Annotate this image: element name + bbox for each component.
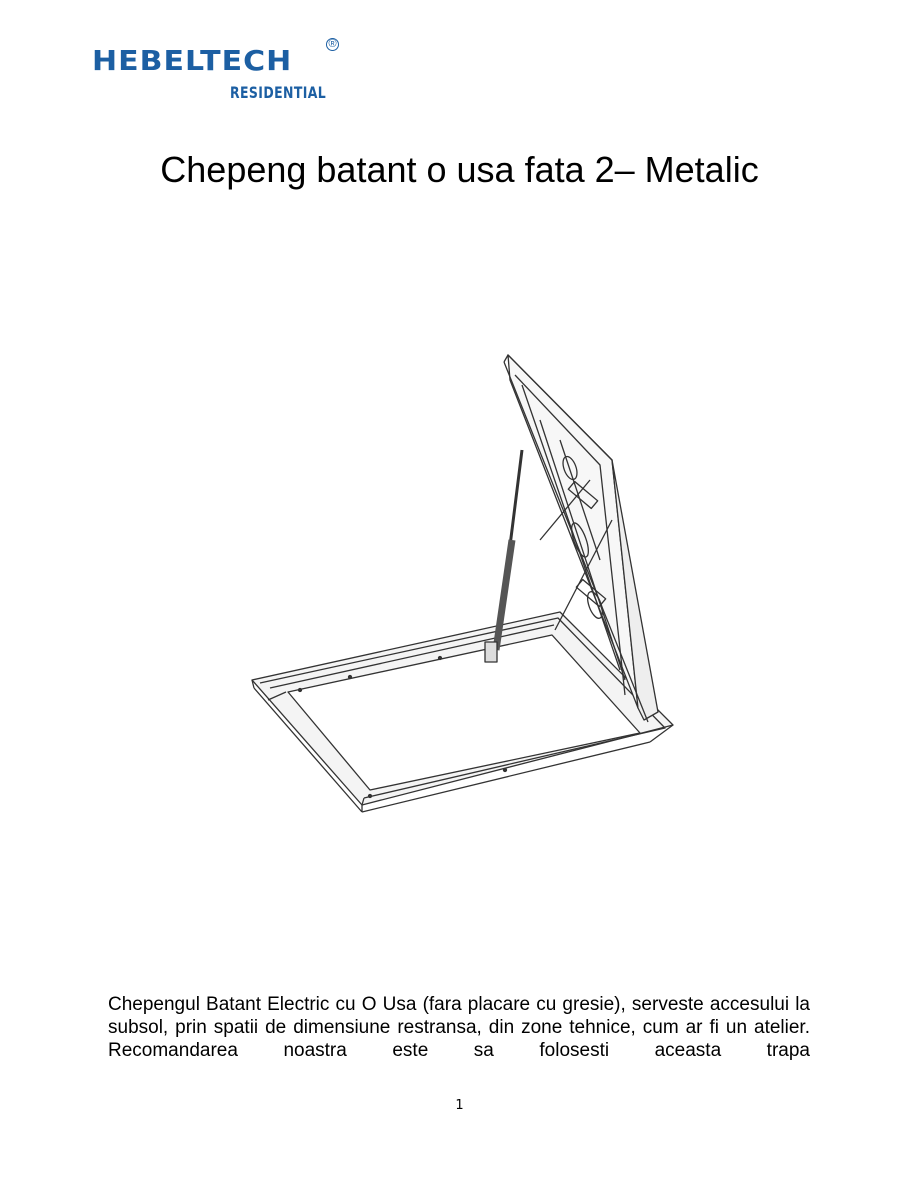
logo-subtitle: RESIDENTIAL [230, 83, 327, 102]
logo-brand-text: HEBELTECH [92, 45, 293, 78]
trapdoor-illustration [240, 350, 680, 815]
description-paragraph: Chepengul Batant Electric cu O Usa (fara placare cu gresie), serveste accesului la subsol, prin spatii de dimensiune restransa, din zone tehnice, cum ar fi un atelier. Recomandarea noastra este sa folosesti aceasta trapa [108, 994, 810, 1061]
page-number: 1 [455, 1098, 464, 1113]
page-title: Chepeng batant o usa fata 2– Metalic [160, 149, 759, 190]
brand-logo [92, 38, 342, 108]
registered-mark: ® [326, 38, 339, 51]
